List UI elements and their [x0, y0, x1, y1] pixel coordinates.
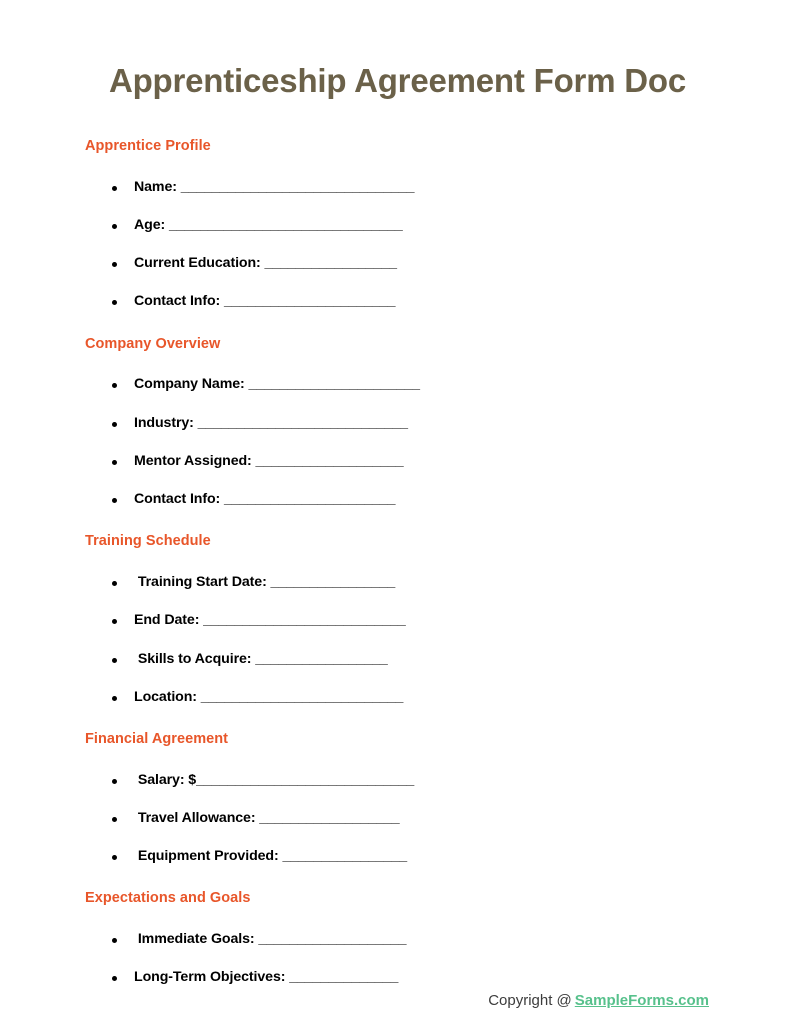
section-apprentice-profile: [85, 137, 755, 309]
copyright-text: Copyright @: [488, 992, 572, 1009]
field-list: [85, 773, 755, 864]
field-row[interactable]: Travel Allowance: __________________: [85, 811, 755, 825]
field-list: [85, 575, 755, 704]
field-row[interactable]: End Date: __________________________: [85, 613, 755, 627]
field-row[interactable]: Immediate Goals: ___________________: [85, 932, 755, 946]
field-row[interactable]: Location: __________________________: [85, 690, 755, 704]
field-row[interactable]: Training Start Date: ________________: [85, 575, 755, 589]
section-training-schedule: [85, 532, 755, 704]
section-company-overview: [85, 335, 755, 507]
field-row[interactable]: Age: ______________________________: [85, 218, 755, 232]
field-row[interactable]: Name: ______________________________: [85, 180, 755, 194]
section-heading: Financial Agreement: [85, 730, 229, 747]
field-row[interactable]: Mentor Assigned: ___________________: [85, 454, 755, 468]
field-row[interactable]: Salary: $____________________________: [85, 773, 755, 787]
section-heading: Expectations and Goals: [85, 890, 251, 907]
document-body: [0, 137, 795, 985]
section-heading: Apprentice Profile: [85, 137, 211, 154]
section-heading: Company Overview: [85, 335, 221, 352]
field-list: [85, 180, 755, 309]
field-row[interactable]: Long-Term Objectives: ______________: [85, 970, 755, 984]
field-row[interactable]: Current Education: _________________: [85, 256, 755, 270]
footer: [488, 992, 709, 1010]
field-row[interactable]: Company Name: ______________________: [85, 377, 755, 391]
field-row[interactable]: Skills to Acquire: _________________: [85, 652, 755, 666]
field-list: [85, 932, 755, 984]
field-list: [85, 377, 755, 506]
section-expectations-and-goals: [85, 889, 755, 984]
section-heading: Training Schedule: [85, 533, 211, 550]
field-row[interactable]: Equipment Provided: ________________: [85, 849, 755, 863]
sampleforms-link[interactable]: SampleForms.com: [574, 992, 709, 1009]
field-row[interactable]: Contact Info: ______________________: [85, 492, 755, 506]
page-title: Apprenticeship Agreement Form Doc: [108, 62, 687, 99]
field-row[interactable]: Contact Info: ______________________: [85, 294, 755, 308]
field-row[interactable]: Industry: ___________________________: [85, 416, 755, 430]
section-financial-agreement: [85, 730, 755, 863]
